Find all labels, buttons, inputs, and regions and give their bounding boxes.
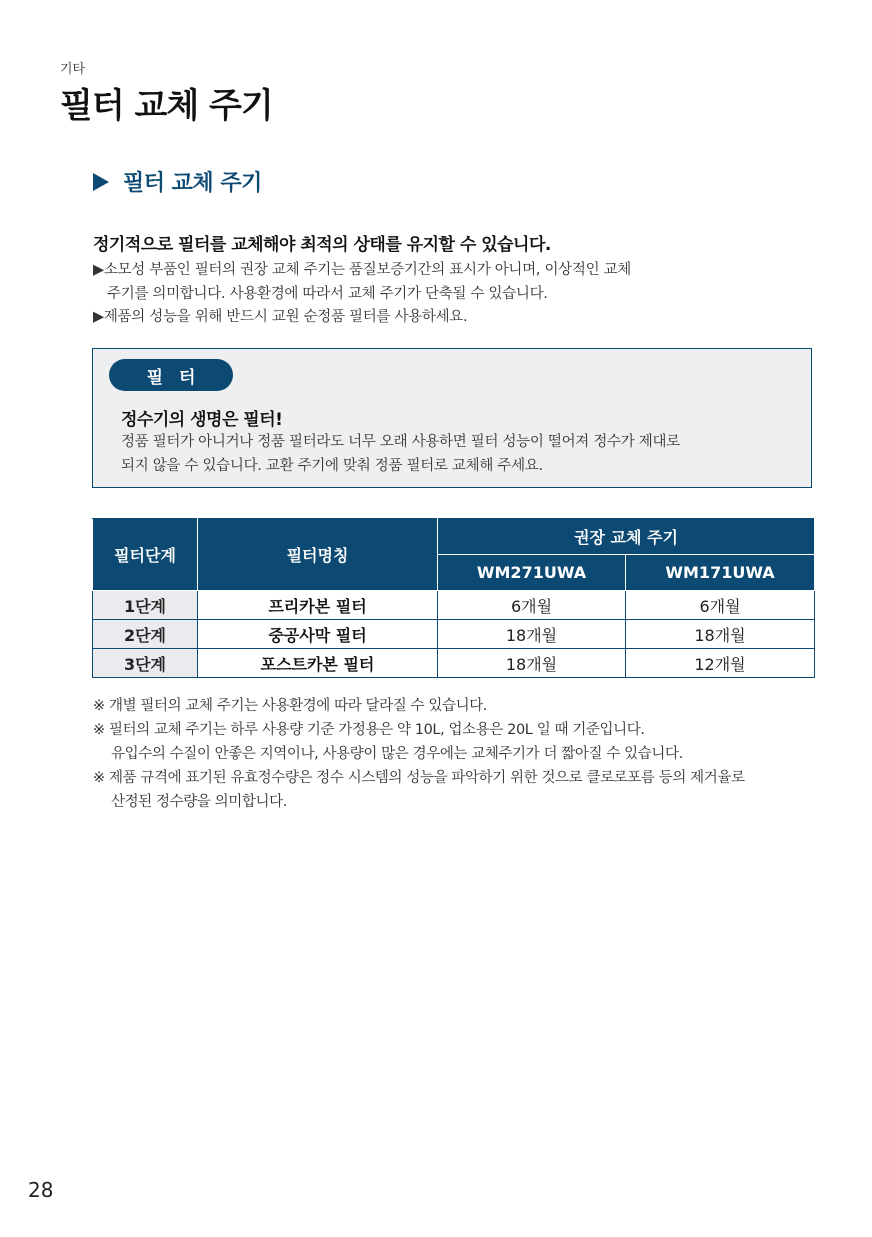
cycle-cell: 18개월 <box>626 620 815 649</box>
filter-pill-label: 필터 <box>109 359 233 391</box>
footnotes <box>93 694 833 814</box>
stage-cell: 3단계 <box>93 649 198 678</box>
header-name: 필터명칭 <box>198 519 438 591</box>
page-number: 28 <box>28 1178 54 1202</box>
bullet-line: 주기를 의미합니다. 사용환경에 따라서 교체 주기가 단축될 수 있습니다. <box>107 285 548 302</box>
filter-cycle-table <box>92 518 815 678</box>
footnote-line: ※ 개별 필터의 교체 주기는 사용환경에 따라 달라질 수 있습니다. <box>93 698 488 714</box>
notice-line: 정품 필터가 아니거나 정품 필터라도 너무 오래 사용하면 필터 성능이 떨어져 정수가 제대로 <box>121 434 680 450</box>
table-row <box>93 591 815 620</box>
bullet-line: ▶소모성 부품인 필터의 권장 교체 주기는 품질보증기간의 표시가 아니며, 이상적인 교체 <box>93 262 631 278</box>
header-cycle: 권장 교체 주기 <box>438 519 815 555</box>
filter-notice-box <box>92 348 812 488</box>
cycle-cell: 6개월 <box>626 591 815 620</box>
category-label: 기타 <box>60 62 86 77</box>
footnote-line: ※ 필터의 교체 주기는 하루 사용량 기준 가정용은 약 10L, 업소용은 20L 일 때 기준입니다. <box>93 722 645 738</box>
footnote-line: 산정된 정수량을 의미합니다. <box>111 794 287 810</box>
header-model-2: WM171UWA <box>626 555 815 591</box>
notice-body <box>121 431 771 478</box>
section-title: 필터 교체 주기 <box>123 171 262 196</box>
footnote-line: 유입수의 수질이 안좋은 지역이나, 사용량이 많은 경우에는 교체주기가 더 짧아질 수 있습니다. <box>111 746 683 762</box>
table-row <box>93 620 815 649</box>
section-header <box>93 166 262 197</box>
stage-cell: 1단계 <box>93 591 198 620</box>
page-title: 필터 교체 주기 <box>60 86 273 126</box>
header-model-1: WM271UWA <box>438 555 626 591</box>
filter-name-cell: 프리카본 필터 <box>198 591 438 620</box>
filter-name-cell: 중공사막 필터 <box>198 620 438 649</box>
filter-name-cell: 포스트카본 필터 <box>198 649 438 678</box>
intro-bullets <box>93 259 733 330</box>
cycle-cell: 18개월 <box>438 649 626 678</box>
intro-heading: 정기적으로 필터를 교체해야 최적의 상태를 유지할 수 있습니다. <box>93 235 551 255</box>
cycle-cell: 18개월 <box>438 620 626 649</box>
bullet-line: ▶제품의 성능을 위해 반드시 교원 순정품 필터를 사용하세요. <box>93 309 468 325</box>
cycle-cell: 12개월 <box>626 649 815 678</box>
footnote-line: ※ 제품 규격에 표기된 유효정수량은 정수 시스템의 성능을 파악하기 위한 것으로 클로로포름 등의 제거율로 <box>93 770 745 786</box>
stage-cell: 2단계 <box>93 620 198 649</box>
notice-line: 되지 않을 수 있습니다. 교환 주기에 맞춰 정품 필터로 교체해 주세요. <box>121 457 543 474</box>
cycle-cell: 6개월 <box>438 591 626 620</box>
table-row <box>93 649 815 678</box>
triangle-bullet-icon <box>93 173 109 191</box>
header-stage: 필터단계 <box>93 519 198 591</box>
notice-heading: 정수기의 생명은 필터! <box>121 410 283 430</box>
